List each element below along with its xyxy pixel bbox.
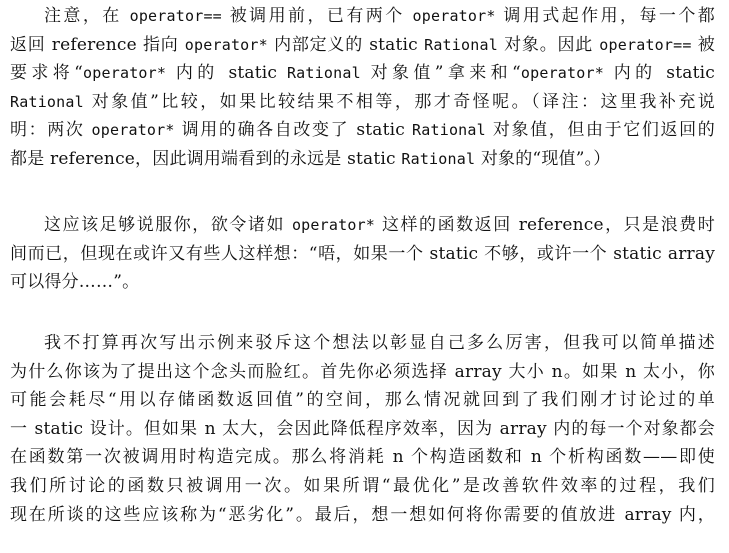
code-identifier: Rational bbox=[412, 121, 486, 140]
code-identifier: operator* bbox=[412, 7, 496, 25]
code-identifier: operator* bbox=[83, 64, 167, 83]
text-line: 返回 reference 指向 operator* 内部定义的 static Rational 对象。因此 operator== 被 bbox=[10, 34, 715, 55]
code-identifier: operator* bbox=[291, 216, 376, 234]
paragraph-3 bbox=[10, 329, 715, 529]
text-line: 这应该足够说服你，欲令诸如 operator* 这样的函数返回 reference，只是浪费时 bbox=[44, 215, 715, 235]
text-line: 为什么你该为了提出这个念头而脸红。首先你必须选择 array 大小 n。如果 n 太小，你 bbox=[10, 361, 715, 382]
text-line: 间而已，但现在或许又有些人这样想：“唔，如果一个 static 不够，或许一个 static array bbox=[10, 243, 715, 264]
text-line: 可能会耗尽“用以存储函数返回值”的空间，那么情况就回到了我们刚才讨论过的单 bbox=[10, 390, 715, 411]
text-line: 我们所讨论的函数只被调用一次。如果所谓“最优化”是改善软件效率的过程，我们 bbox=[10, 475, 715, 496]
text-line: Rational 对象值”比较，如果比较结果不相等，那才奇怪呢。（译注：这里我补充说 bbox=[10, 91, 715, 112]
code-identifier: Rational bbox=[286, 64, 361, 83]
text-line: 都是 reference，因此调用端看到的永远是 static Rational 对象的“现值”。） bbox=[10, 148, 611, 169]
code-identifier: operator* bbox=[520, 64, 604, 83]
code-identifier: Rational bbox=[401, 149, 476, 168]
paragraph-1 bbox=[10, 2, 715, 174]
code-identifier: Rational bbox=[10, 92, 84, 111]
code-identifier: operator* bbox=[184, 35, 268, 54]
text-line: 要求将“operator* 内的 static Rational 对象值”拿来和“operator* 内的 static bbox=[10, 63, 715, 84]
text-line: 明：两次 operator* 调用的确各自改变了 static Rational 对象值，但由于它们返回的 bbox=[10, 120, 715, 141]
text-line: 在函数第一次被调用时构造完成。那么将消耗 n 个构造函数和 n 个析构函数——即使 bbox=[10, 447, 715, 468]
text-line: 可以得分……”。 bbox=[10, 272, 140, 293]
code-identifier: operator== bbox=[129, 7, 222, 25]
text-line: 注意，在 operator== 被调用前，已有两个 operator* 调用式起作用，每一个都 bbox=[44, 6, 715, 26]
text-line: 我不打算再次写出示例来驳斥这个想法以彰显自己多么厉害，但我可以简单描述 bbox=[44, 333, 715, 353]
code-identifier: Rational bbox=[424, 35, 498, 54]
text-line: 一 static 设计。但如果 n 太大，会因此降低程序效率，因为 array 内的每一个对象都会 bbox=[10, 418, 715, 439]
code-identifier: operator* bbox=[91, 121, 175, 140]
text-line: 现在所谈的这些应该称为“恶劣化”。最后，想一想如何将你需要的值放进 array 内， bbox=[10, 504, 715, 525]
paragraph-2 bbox=[10, 211, 715, 297]
code-identifier: operator== bbox=[599, 35, 692, 54]
